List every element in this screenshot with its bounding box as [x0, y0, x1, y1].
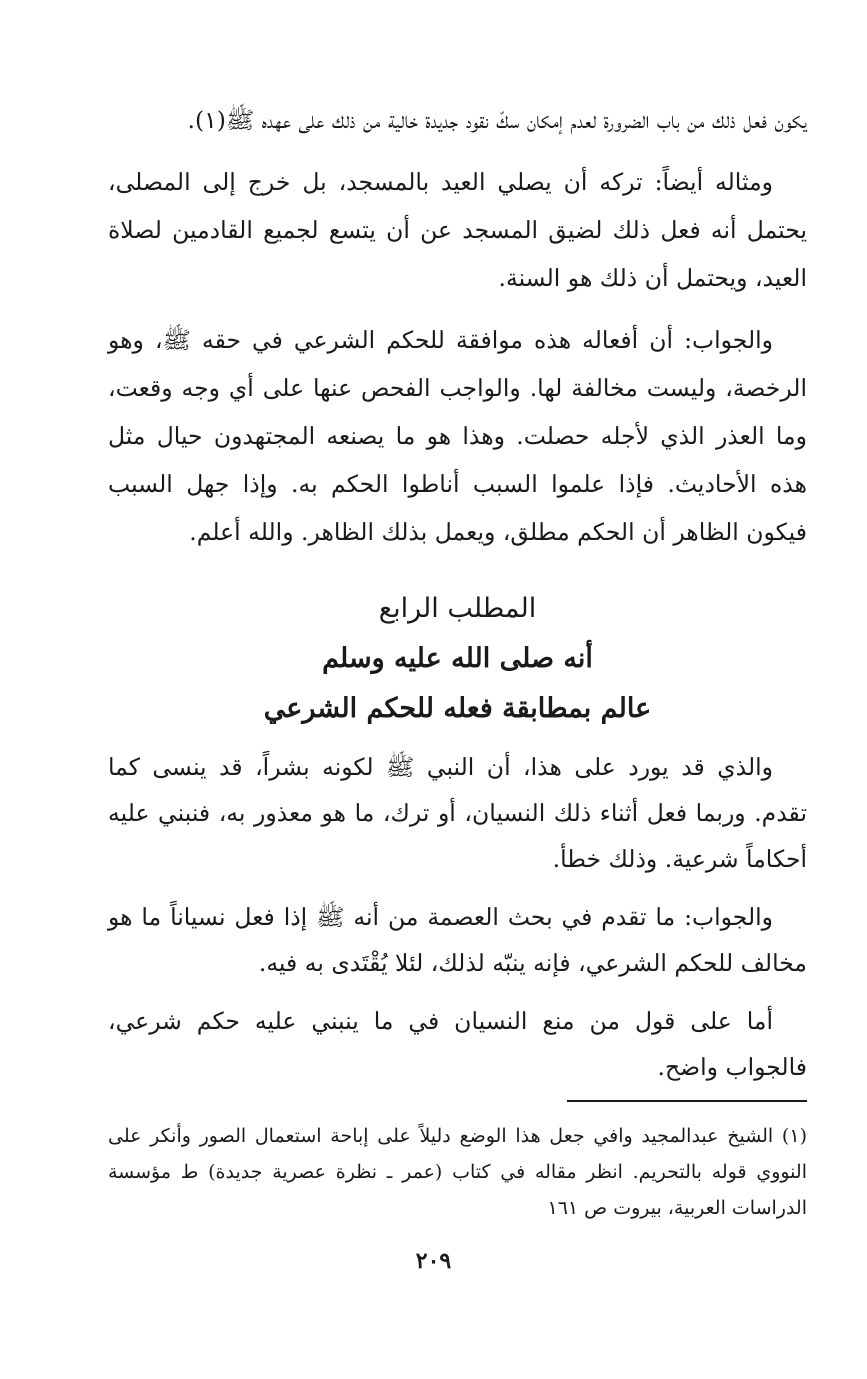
page-number: ٢٠٩ — [415, 1248, 452, 1274]
paragraph-forgetting-answer: والجواب: ما تقدم في بحث العصمة من أنه ﷺ إذا فعل نسياناً ما هو مخالف للحكم الشرعي، فإنه ينبّه لذلك، لئلا يُقْتَدى به فيه. — [108, 903, 807, 977]
footnote-1: (١) الشيخ عبدالمجيد وافي جعل هذا الوضع دليلاً على إباحة استعمال الصور وأنكر على النووي قوله بالتحريم. انظر مقاله في كتاب (عمر ـ نظرة عصرية جديدة) ط مؤسسة الدراسات العربية، بيروت ص ١٦١ — [108, 1125, 807, 1219]
body-text-upper — [108, 96, 807, 570]
paragraph-answer-concession: والجواب: أن أفعاله هذه موافقة للحكم الشرعي في حقه ﷺ، وهو الرخصة، وليست مخالفة لها. والواجب الفحص عنها على أي وجه وقعت، وما العذر الذي لأجله حصلت. وهذا هو ما يصنعه المجتهدون حيال مثل هذه الأحاديث. فإذا علموا السبب أناطوا الحكم به. وإذا جهل السبب فيكون الظاهر أن الحكم مطلق، ويعمل بذلك الظاهر. والله أعلم. — [108, 326, 807, 546]
section-title-line-2: عالم بمطابقة فعله للحكم الشرعي — [263, 693, 652, 724]
paragraph-forgetting-objection: والذي قد يورد على هذا، أن النبي ﷺ لكونه بشراً، قد ينسى كما تقدم. وربما فعل أثناء ذلك النسيان، أو ترك، ما هو معذور به، فنبني عليه أحكاماً شرعية. وذلك خطأ. — [108, 753, 807, 873]
footnotes — [108, 1118, 807, 1226]
section-title-line-1: أنه صلى الله عليه وسلم — [322, 643, 593, 674]
footnote-divider — [567, 1100, 807, 1102]
paragraph-coinage-continuation: يكون فعل ذلك من باب الضرورة لعدم إمكان سكّ نقود جديدة خالية من ذلك على عهده ﷺ(١). — [187, 106, 807, 134]
paragraph-eid-example: ومثاله أيضاً: تركه أن يصلي العيد بالمسجد، بل خرج إلى المصلى، يحتمل أنه فعل ذلك لضيق المسجد عن أن يتسع لجميع القادمين لصلاة العيد، ويحتمل أن ذلك هو السنة. — [108, 168, 807, 292]
section-heading — [108, 584, 807, 734]
body-text-lower — [108, 744, 807, 1102]
section-label: المطلب الرابع — [378, 593, 537, 624]
paragraph-alternate-view: أما على قول من منع النسيان في ما ينبني عليه حكم شرعي، فالجواب واضح. — [108, 1007, 807, 1081]
